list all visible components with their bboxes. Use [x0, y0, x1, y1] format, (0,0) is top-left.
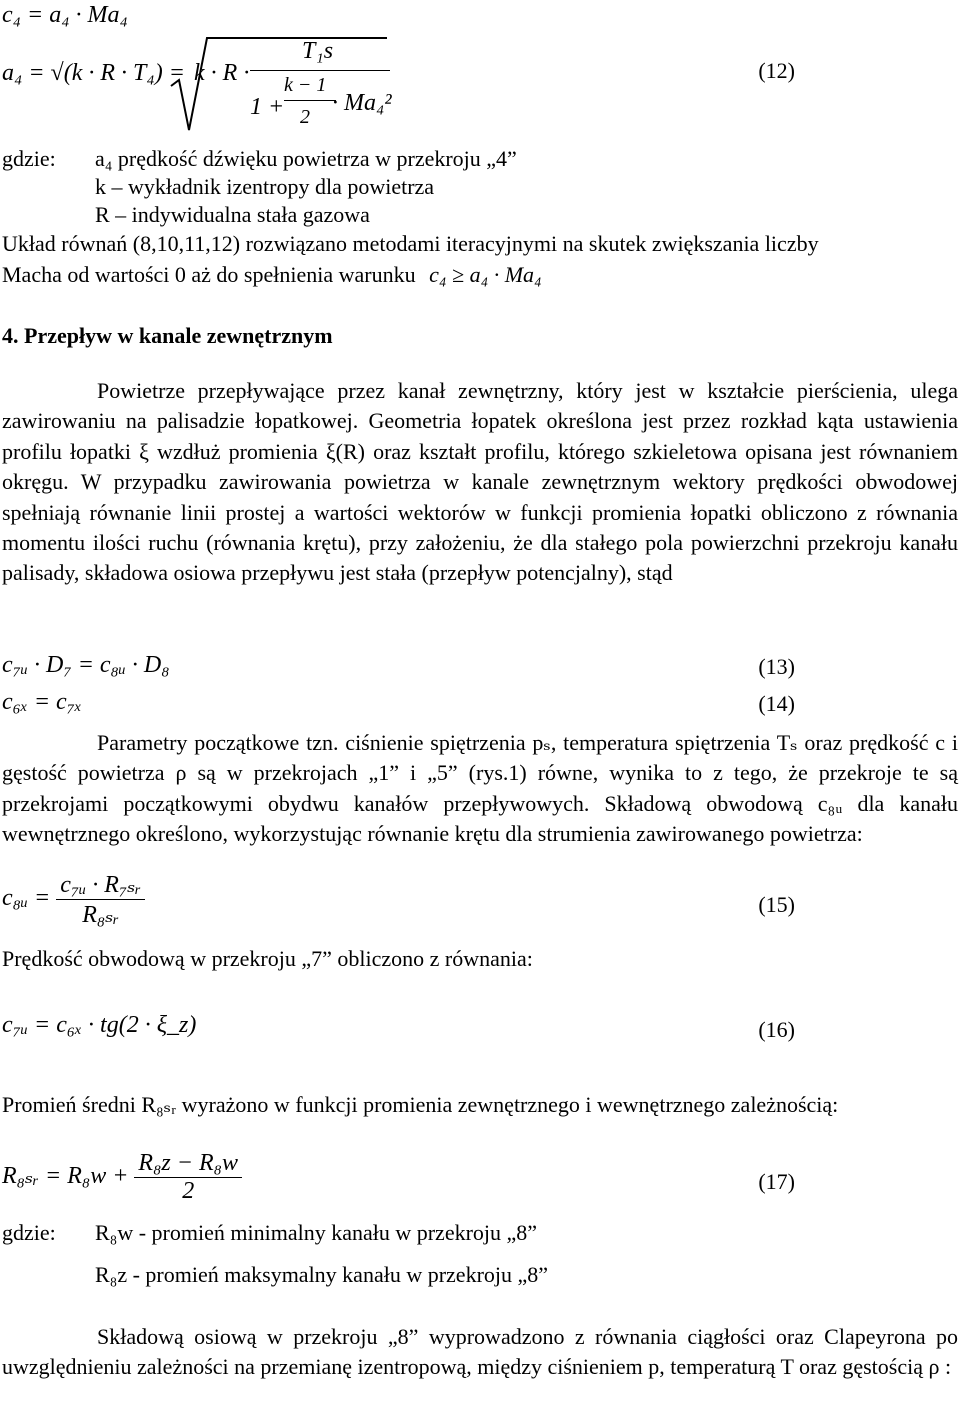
equation-number-16: (16)	[758, 1017, 795, 1042]
equation-number-12: (12)	[758, 58, 795, 83]
paragraph-c7u: Prędkość obwodową w przekroju „7” obliczono z równania:	[2, 946, 533, 971]
paragraph-uklad-text: Macha od wartości 0 aż do spełnienia warunku	[2, 262, 416, 287]
paragraph-r8: Promień średni R₈ₛᵣ wyrażono w funkcji promienia zewnętrznego i wewnętrznego zależnością:	[2, 1092, 839, 1117]
equation-15-fraction	[56, 870, 145, 929]
equation-number-13: (13)	[758, 654, 795, 679]
equation-a4-lhs: a₄ = √(k · R · T₄) =	[2, 60, 185, 86]
section-heading: 4. Przepływ w kanale zewnętrznym	[2, 323, 333, 348]
fraction-bar	[284, 100, 336, 101]
equation-a4	[2, 34, 942, 144]
equation-15-den: R₈ₛᵣ	[82, 902, 120, 928]
equation-17-fraction	[134, 1150, 242, 1205]
equation-a4-rad-den-frac-num: k − 1	[284, 74, 327, 96]
equation-a4-rad-den-b: · Ma₄²	[332, 90, 392, 116]
paragraph-uklad-line1: Układ równań (8,10,11,12) rozwiązano metodami iteracyjnymi na skutek zwiększania liczby	[2, 231, 819, 256]
equation-13: c₇ᵤ · D₇ = c₈ᵤ · D₈	[2, 652, 170, 678]
gdzie-label: gdzie:	[2, 146, 56, 171]
equation-17-lhs: R₈ₛᵣ = R₈w +	[2, 1163, 129, 1190]
equation-17-den: 2	[182, 1178, 195, 1204]
equation-14: c₆ₓ = c₇ₓ	[2, 689, 82, 715]
equation-a4-rad-den-frac-den: 2	[300, 106, 310, 128]
equation-a4-rad-den-a: 1 +	[250, 94, 285, 120]
equation-a4-radicand: k · R ·	[194, 60, 250, 86]
paragraph-uklad-line2	[2, 262, 542, 288]
paragraph-parametry: Parametry początkowe tzn. ciśnienie spiętrzenia pₛ, temperatura spiętrzenia Tₛ oraz prędkość c i gęstość powietrza ρ są w przekrojach „1” i „5” (rys.1) równe, wynika to z tego, że przekroje te są przekrojami początkowymi obydwu kanałów przepływowych. Składową obwodową c₈ᵤ dla kanału wewnętrznego określono, wykorzystując równanie krętu dla strumienia zawirowanego powietrza:	[2, 730, 958, 847]
definition-r8w: R₈w - promień minimalny kanału w przekroju „8”	[95, 1220, 538, 1245]
paragraph-last: Składową osiową w przekroju „8” wyprowadzono z równania ciągłości oraz Clapeyrona po uwzględnieniu zależności na przemianę izentropową, między ciśnieniem p, temperaturą T oraz gęstością ρ :	[2, 1324, 958, 1380]
equation-number-14: (14)	[758, 691, 795, 716]
definition-r: R – indywidualna stała gazowa	[95, 202, 370, 227]
equation-a4-rad-num: T₁s	[302, 38, 334, 64]
equation-number-15: (15)	[758, 892, 795, 917]
definition-a4: a₄ prędkość dźwięku powietrza w przekroju „4”	[95, 146, 517, 171]
paragraph-main: Powietrze przepływające przez kanał zewnętrzny, który jest w kształcie pierścienia, ulega zawirowaniu na palisadzie łopatkowej. Geometria łopatek określona jest przez rozkład kąta ustawienia profilu łopatki ξ wzdłuż promienia ξ(R) oraz kształt profilu, którego szkieletowa opisana jest równaniem okręgu. W przypadku zawirowania powietrza w kanale zewnętrznym wektory prędkości obwodowej spełniają równanie linii prostej a wartości wektorów w funkcji promienia łopatki obliczono z równania momentu ilości ruchu (równania krętu), przy założeniu, że dla stałego pola powierzchni przekroju kanału palisady, składowa osiowa przepływu jest stała (przepływ potencjalny), stąd	[2, 378, 958, 586]
definition-r8z: R₈z - promień maksymalny kanału w przekroju „8”	[95, 1262, 549, 1287]
equation-17-num: R₈z − R₈w	[134, 1150, 242, 1178]
equation-number-17: (17)	[758, 1169, 795, 1194]
equation-17	[2, 1150, 242, 1205]
equation-c4: c₄ = a₄ · Ma₄	[2, 2, 128, 28]
equation-15-num: c₇ᵤ · R₇ₛᵣ	[56, 870, 145, 900]
condition-formula: c₄ ≥ a₄ · Ma₄	[429, 262, 542, 287]
equation-15-lhs: c₈ᵤ =	[2, 885, 51, 912]
definition-k: k – wykładnik izentropy dla powietrza	[95, 174, 435, 199]
equation-16: c₇ᵤ = c₆ₓ · tg(2 · ξ_z)	[2, 1012, 197, 1038]
gdzie-label-2: gdzie:	[2, 1220, 56, 1245]
equation-15	[2, 870, 145, 929]
fraction-bar	[250, 70, 390, 71]
